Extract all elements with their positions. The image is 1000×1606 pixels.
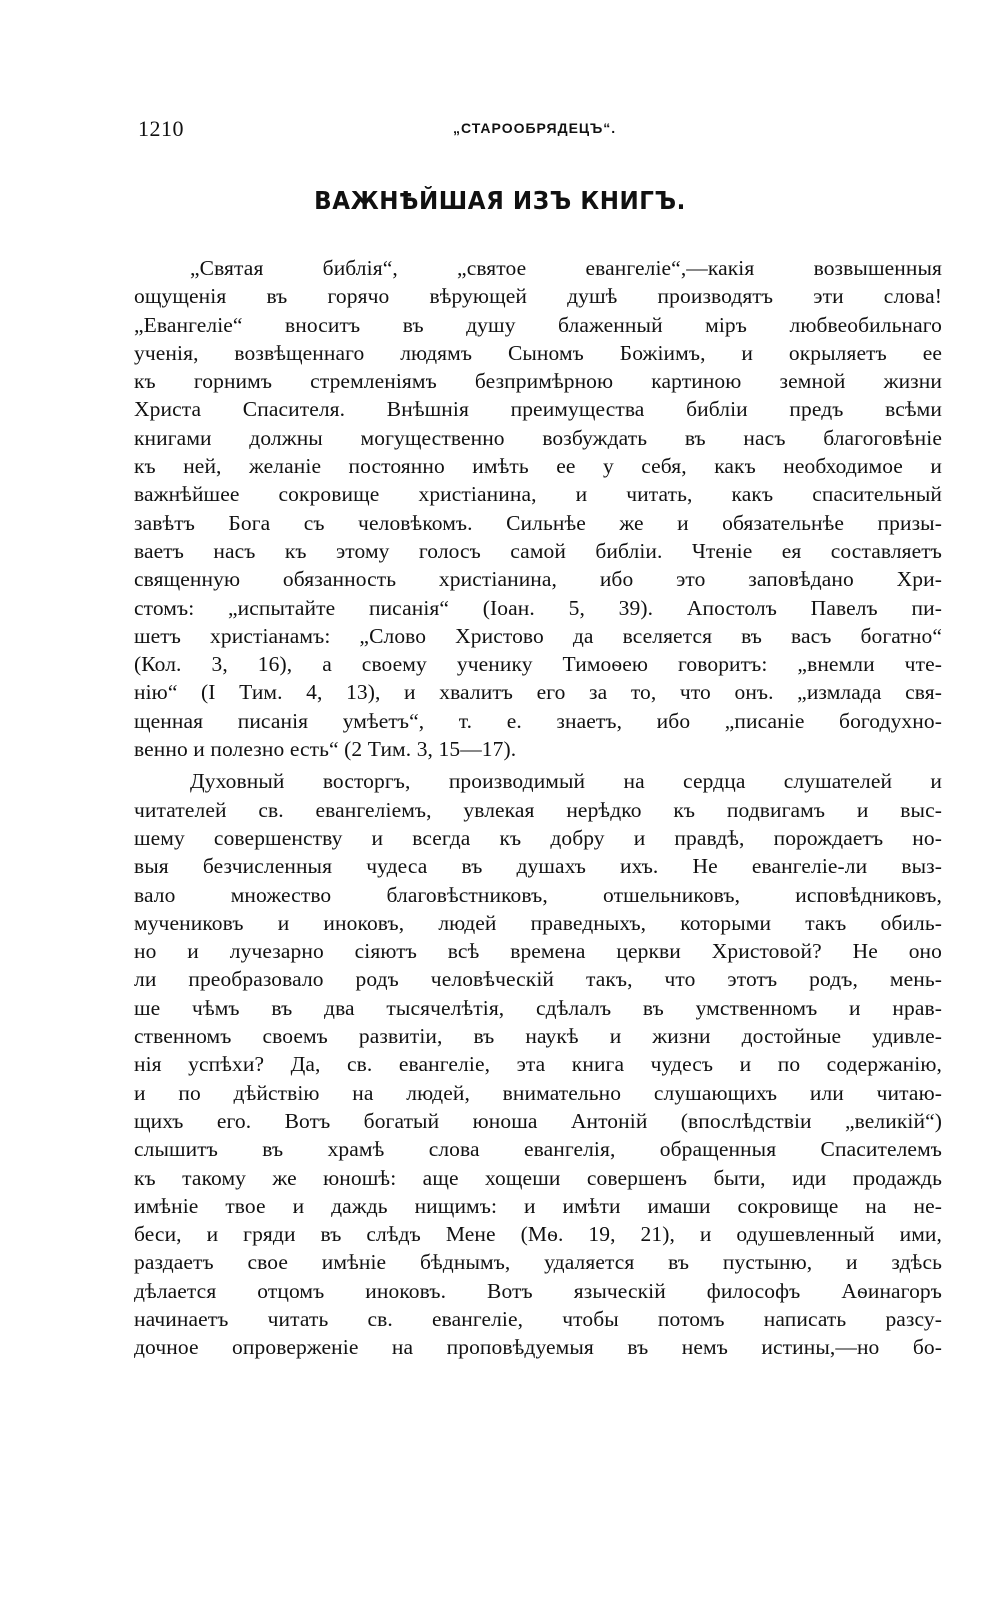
text-line: „Святая библія“, „святое евангеліе“,—какія возвышенныя — [190, 256, 942, 280]
text-line: книгами должны могущественно возбуждать въ насъ благоговѣніе — [134, 425, 942, 450]
text-line: ваетъ насъ къ этому голосъ самой библіи. Чтеніе ея составляетъ — [134, 538, 942, 563]
page-header — [138, 116, 938, 146]
text-line: дѣлается отцомъ иноковъ. Вотъ языческій философъ Аѳинагоръ — [134, 1278, 942, 1303]
text-line: ше чѣмъ въ два тысячелѣтія, сдѣлалъ въ умственномъ и нрав- — [134, 995, 942, 1020]
article-title-text: ВАЖНѢЙШАЯ ИЗЪ КНИГЪ. — [314, 186, 686, 215]
text-line: вало множество благовѣстниковъ, отшельниковъ, исповѣдниковъ, — [134, 882, 942, 907]
text-line: щенная писанія умѣетъ“, т. е. знаетъ, ибо „писаніе богодухно- — [134, 708, 942, 733]
text-line: беси, и гряди въ слѣдъ Мене (Мѳ. 19, 21), и одушевленный ими, — [134, 1222, 942, 1247]
text-line: ощущенія въ горячо вѣрующей душѣ производятъ эти слова! — [134, 284, 942, 309]
text-line: и по дѣйствію на людей, внимательно слушающихъ или читаю- — [134, 1080, 942, 1105]
text-line: дочное опроверженіе на проповѣдуемыя въ немъ истины,—но бо- — [134, 1335, 942, 1360]
text-line: къ ней, желаніе постоянно имѣть ее у себя, какъ необходимое и — [134, 454, 942, 479]
text-line: но и лучезарно сіяютъ всѣ времена церкви Христовой? Не оно — [134, 939, 942, 964]
text-line: ученія, возвѣщеннаго людямъ Сыномъ Божіимъ, и окрыляетъ ее — [134, 340, 942, 365]
text-line: Духовный восторгъ, производимый на сердца слушателей и — [190, 769, 942, 794]
text-line: завѣтъ Бога съ человѣкомъ. Сильнѣе же и обязательнѣе призы- — [134, 510, 942, 535]
page-number: 1210 — [138, 116, 184, 141]
paragraph-1 — [134, 254, 942, 763]
text-line: раздаетъ свое имѣніе бѣднымъ, удаляется въ пустыню, и здѣсь — [134, 1250, 942, 1275]
text-line: нію“ (I Тим. 4, 13), и хвалитъ его за то, что онъ. „измлада свя- — [134, 680, 942, 705]
text-line: Христа Спасителя. Внѣшнія преимущества библіи предъ всѣми — [134, 397, 942, 422]
text-line: ли преобразовало родъ человѣческій такъ, что этотъ родъ, мень- — [134, 967, 942, 992]
article-title — [0, 186, 1000, 215]
text-line: къ такому же юношѣ: аще хощеши совершенъ быти, иди продаждь — [134, 1165, 942, 1190]
text-line: ственномъ своемъ развитіи, въ наукѣ и жизни достойные удивле- — [134, 1024, 942, 1049]
text-line: важнѣйшее сокровище христіанина, и читать, какъ спасительный — [134, 482, 942, 507]
text-line: читателей св. евангеліемъ, увлекая нерѣдко къ подвигамъ и выс- — [134, 797, 942, 822]
text-line: мучениковъ и иноковъ, людей праведныхъ, которыми такъ обиль- — [134, 910, 942, 935]
running-title: „СТАРООБРЯДЕЦЪ“. — [453, 120, 617, 136]
text-line: „Евангеліе“ вноситъ въ душу блаженный міръ любвеобильнаго — [134, 312, 942, 337]
text-line: шетъ христіанамъ: „Слово Христово да вселяется въ васъ богатно“ — [134, 623, 942, 648]
text-line: (Кол. 3, 16), а своему ученику Тимоѳею говоритъ: „внемли чте- — [134, 652, 942, 677]
article-body — [134, 254, 942, 1362]
text-line: выя безчисленныя чудеса въ душахъ ихъ. Не евангеліе-ли выз- — [134, 854, 942, 879]
text-line: венно и полезно есть“ (2 Тим. 3, 15—17). — [134, 737, 517, 762]
text-line: начинаетъ читать св. евангеліе, чтобы потомъ написать разсу- — [134, 1306, 942, 1331]
text-line: шему совершенству и всегда къ добру и правдѣ, порождаетъ но- — [134, 825, 942, 850]
text-line: нія успѣхи? Да, св. евангеліе, эта книга чудесъ и по содержанію, — [134, 1052, 942, 1077]
text-line: имѣніе твое и даждь нищимъ: и имѣти имаши сокровище на не- — [134, 1193, 942, 1218]
text-line: стомъ: „испытайте писанія“ (Іоан. 5, 39). Апостолъ Павелъ пи- — [134, 595, 942, 620]
text-line: щихъ его. Вотъ богатый юноша Антоній (впослѣдствіи „великій“) — [134, 1108, 942, 1133]
text-line: къ горнимъ стремленіямъ безпримѣрною картиною земной жизни — [134, 369, 942, 394]
text-line: священную обязанность христіанина, ибо это заповѣдано Хри- — [134, 567, 942, 592]
text-line: слышитъ въ храмѣ слова евангелія, обращенныя Спасителемъ — [134, 1137, 942, 1162]
paragraph-2 — [134, 767, 942, 1361]
